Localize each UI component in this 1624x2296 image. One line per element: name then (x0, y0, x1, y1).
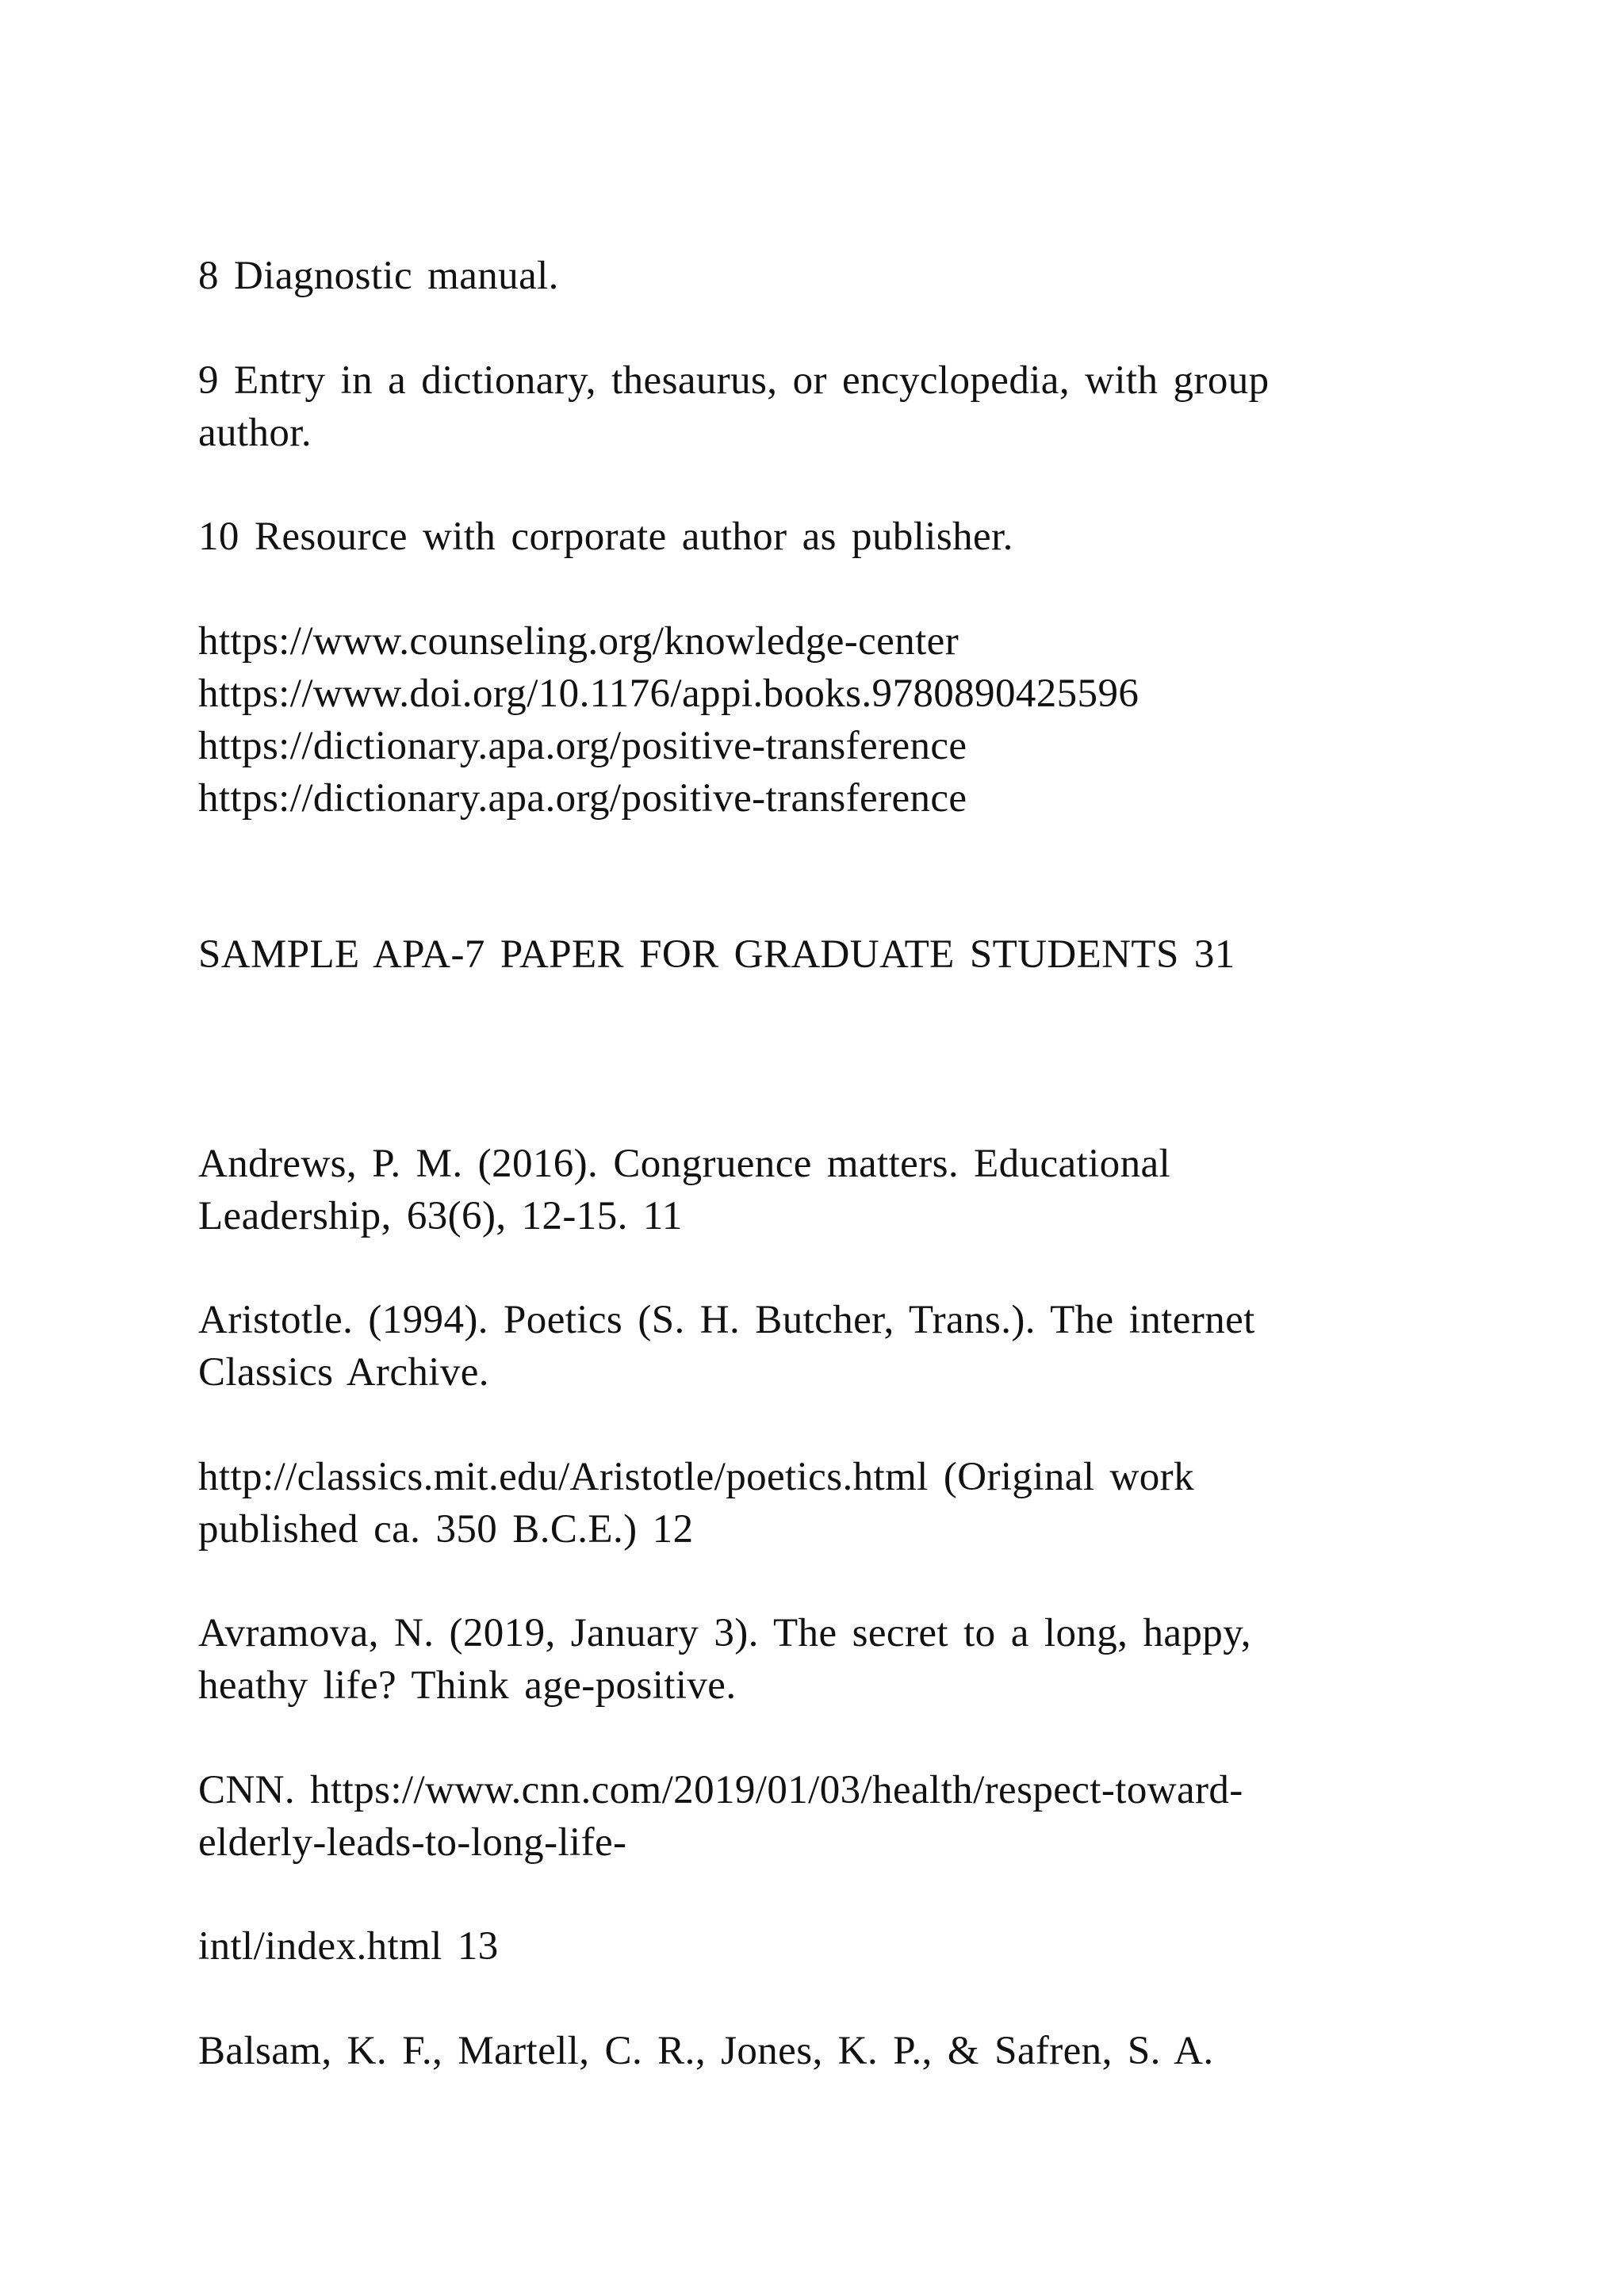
note-diagnostic-manual: 8 Diagnostic manual. (198, 254, 559, 298)
ref-aristotle-url: http://classics.mit.edu/Aristotle/poetics.html (Original work (198, 1455, 1194, 1499)
ref-andrews: Andrews, P. M. (2016). Congruence matters. Educational (198, 1142, 1171, 1186)
ref-aristotle-cont: Classics Archive. (198, 1350, 489, 1395)
note-dictionary-entry-cont: author. (198, 411, 312, 455)
url-counseling: https://www.counseling.org/knowledge-center (198, 619, 959, 664)
ref-avramova-cont: heathy life? Think age-positive. (198, 1663, 737, 1708)
ref-cnn-url: CNN. https://www.cnn.com/2019/01/03/health/respect-toward- (198, 1768, 1243, 1812)
url-apa-dictionary-repeat: https://dictionary.apa.org/positive-transference (198, 776, 967, 821)
ref-cnn-url-end: intl/index.html 13 (198, 1924, 499, 1969)
note-dictionary-entry: 9 Entry in a dictionary, thesaurus, or encyclopedia, with group (198, 358, 1270, 403)
ref-balsam: Balsam, K. F., Martell, C. R., Jones, K. P., & Safren, S. A. (198, 2029, 1214, 2073)
ref-aristotle: Aristotle. (1994). Poetics (S. H. Butcher, Trans.). The internet (198, 1298, 1255, 1342)
ref-cnn-url-cont: elderly-leads-to-long-life- (198, 1820, 627, 1865)
ref-aristotle-url-cont: published ca. 350 B.C.E.) 12 (198, 1507, 694, 1552)
url-apa-dictionary: https://dictionary.apa.org/positive-transference (198, 724, 967, 768)
note-corporate-author: 10 Resource with corporate author as publisher. (198, 515, 1013, 559)
ref-andrews-cont: Leadership, 63(6), 12-15. 11 (198, 1194, 683, 1238)
ref-avramova: Avramova, N. (2019, January 3). The secret to a long, happy, (198, 1611, 1251, 1655)
url-doi: https://www.doi.org/10.1176/appi.books.9780890425596 (198, 672, 1139, 716)
running-head: SAMPLE APA-7 PAPER FOR GRADUATE STUDENTS 31 (198, 932, 1235, 977)
